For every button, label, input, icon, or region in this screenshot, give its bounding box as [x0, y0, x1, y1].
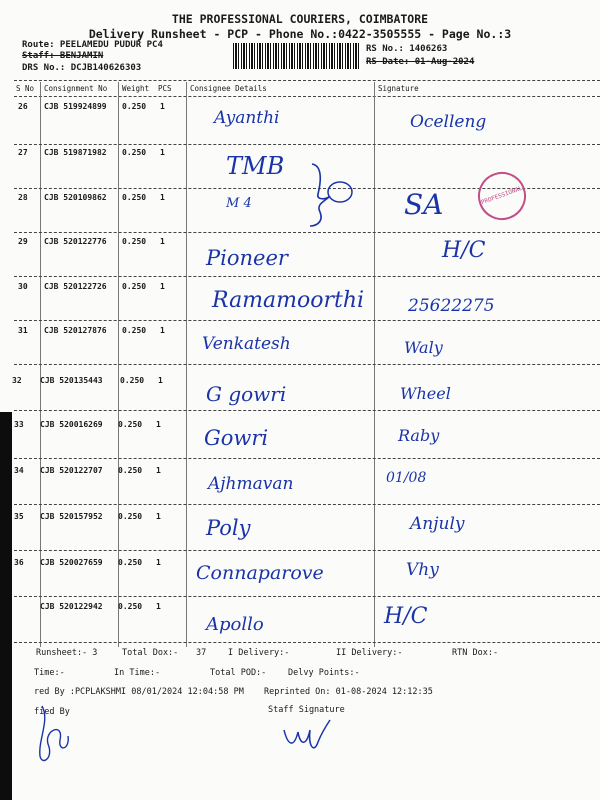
total-dox-label: Total Dox:-: [122, 648, 179, 658]
i-delivery-label: I Delivery:-: [228, 648, 290, 658]
staff-label: Staff: BENJAMIN: [22, 51, 104, 61]
runsheet-count: Runsheet:- 3: [36, 648, 98, 658]
row-sno: 35: [14, 512, 24, 521]
row-consignment: CJB 520135443: [40, 376, 103, 385]
route-label: Route: PEELAMEDU PUDUR PC4: [22, 40, 163, 50]
row-sno: 34: [14, 466, 24, 475]
row-pcs: 1: [156, 420, 161, 429]
row-weight: 0.250: [122, 193, 147, 202]
col-header-signature: Signature: [378, 84, 419, 93]
verifier-signature: [30, 700, 80, 770]
row-weight: 0.250: [118, 466, 143, 475]
consignee-handwriting: TMB: [226, 152, 285, 180]
row-pcs: 1: [160, 237, 165, 246]
row-pcs: 1: [156, 512, 161, 521]
row-weight: 0.250: [122, 148, 147, 157]
row-sno: 36: [14, 558, 24, 567]
row-weight: 0.250: [122, 237, 147, 246]
row-weight: 0.250: [122, 326, 147, 335]
consignee-handwriting: Poly: [206, 516, 251, 540]
row-rule: [14, 504, 600, 505]
row-consignment: CJB 520122942: [40, 602, 103, 611]
row-consignment: CJB 520157952: [40, 512, 103, 521]
rtn-dox-label: RTN Dox:-: [452, 648, 499, 658]
row-consignment: CJB 520122707: [40, 466, 103, 475]
consignee-handwriting: Pioneer: [206, 246, 288, 270]
row-pcs: 1: [160, 282, 165, 291]
consignee-handwriting: Ramamoorthi: [212, 288, 365, 313]
row-weight: 0.250: [118, 558, 143, 567]
row-weight: 0.250: [118, 602, 143, 611]
prepared-by: red By :PCPLAKSHMI 08/01/2024 12:04:58 PM: [34, 687, 244, 697]
row-weight: 0.250: [118, 512, 143, 521]
col-header-weight: Weight: [122, 84, 150, 93]
row-rule: [14, 458, 600, 459]
reprinted-on: Reprinted On: 01-08-2024 12:12:35: [264, 687, 433, 697]
table-top-rule: [14, 80, 600, 81]
row-sno: 26: [18, 102, 28, 111]
row-sno: 30: [18, 282, 28, 291]
signature-handwriting: H/C: [442, 238, 486, 263]
barcode-image: [233, 43, 361, 69]
scan-shadow-edge: [0, 412, 12, 800]
row-consignment: CJB 520122726: [44, 282, 107, 291]
row-consignment: CJB 520016269: [40, 420, 103, 429]
drs-number: DRS No.: DCJB140626303: [22, 63, 142, 73]
row-consignment: CJB 519924899: [44, 102, 107, 111]
consignee-handwriting: Apollo: [206, 614, 264, 635]
company-title: THE PROFESSIONAL COURIERS, COIMBATORE: [171, 12, 429, 26]
signature-handwriting: Anjuly: [410, 514, 465, 534]
consignee-handwriting: M 4: [226, 196, 252, 211]
rs-number: RS No.: 1406263: [366, 44, 448, 54]
row-pcs: 1: [160, 326, 165, 335]
row-sno: 32: [12, 376, 22, 385]
brace-mark: [306, 160, 366, 230]
row-consignment: CJB 520027659: [40, 558, 103, 567]
row-sno: 28: [18, 193, 28, 202]
row-weight: 0.250: [120, 376, 145, 385]
row-rule: [14, 596, 600, 597]
row-pcs: 1: [156, 558, 161, 567]
row-sno: 31: [18, 326, 28, 335]
row-weight: 0.250: [122, 102, 147, 111]
row-weight: 0.250: [122, 282, 147, 291]
delivery-points-label: Delvy Points:-: [288, 668, 360, 678]
signature-handwriting: Wheel: [400, 384, 451, 403]
ii-delivery-label: II Delivery:-: [336, 648, 403, 658]
row-sno: 33: [14, 420, 24, 429]
row-rule: [14, 642, 600, 643]
row-rule: [14, 550, 600, 551]
row-consignment: CJB 519871982: [44, 148, 107, 157]
col-header-consignee: Consignee Details: [190, 84, 267, 93]
row-consignment: CJB 520109862: [44, 193, 107, 202]
row-pcs: 1: [156, 602, 161, 611]
rs-date: RS Date: 01-Aug-2024: [366, 57, 475, 67]
staff-signature-label: Staff Signature: [268, 705, 345, 715]
consignee-handwriting: Ayanthi: [214, 108, 280, 128]
company-stamp: PROFESSIONAL: [471, 165, 533, 227]
row-pcs: 1: [158, 376, 163, 385]
row-pcs: 1: [160, 193, 165, 202]
row-pcs: 1: [156, 466, 161, 475]
staff-signature: [278, 712, 338, 756]
consignee-handwriting: Connaparove: [196, 562, 324, 584]
col-header-sno: S No: [16, 84, 35, 93]
row-rule: [14, 364, 600, 365]
signature-handwriting: Vhy: [406, 560, 439, 580]
row-rule: [14, 276, 600, 277]
signature-handwriting: H/C: [384, 604, 428, 629]
total-pod-label: Total POD:-: [210, 668, 267, 678]
row-sno: 29: [18, 237, 28, 246]
col-header-consignment: Consignment No: [44, 84, 108, 93]
consignee-handwriting: G gowri: [206, 382, 287, 406]
header-rule: [14, 96, 600, 97]
signature-handwriting: Ocelleng: [410, 112, 487, 132]
signature-handwriting: Waly: [404, 338, 443, 357]
row-weight: 0.250: [118, 420, 143, 429]
signature-handwriting: Raby: [398, 426, 440, 445]
row-rule: [14, 232, 600, 233]
row-pcs: 1: [160, 102, 165, 111]
consignee-handwriting: Ajhmavan: [208, 474, 294, 494]
runsheet-subtitle: Delivery Runsheet - PCP - Phone No.:0422-3505555 - Page No.:3: [88, 27, 512, 41]
row-rule: [14, 320, 600, 321]
time-label: Time:-: [34, 668, 65, 678]
verified-by-label: fied By: [34, 707, 70, 717]
consignee-handwriting: Venkatesh: [202, 334, 291, 354]
total-dox-value: 37: [196, 648, 207, 658]
row-sno: 27: [18, 148, 28, 157]
signature-handwriting: SA: [404, 188, 444, 221]
col-header-pcs: PCS: [158, 84, 172, 93]
signature-handwriting: 01/08: [386, 470, 427, 486]
row-pcs: 1: [160, 148, 165, 157]
row-rule: [14, 410, 600, 411]
row-consignment: CJB 520127876: [44, 326, 107, 335]
row-consignment: CJB 520122776: [44, 237, 107, 246]
row-rule: [14, 144, 600, 145]
signature-handwriting: 25622275: [408, 296, 495, 316]
consignee-handwriting: Gowri: [204, 426, 269, 450]
in-time-label: In Time:-: [114, 668, 161, 678]
